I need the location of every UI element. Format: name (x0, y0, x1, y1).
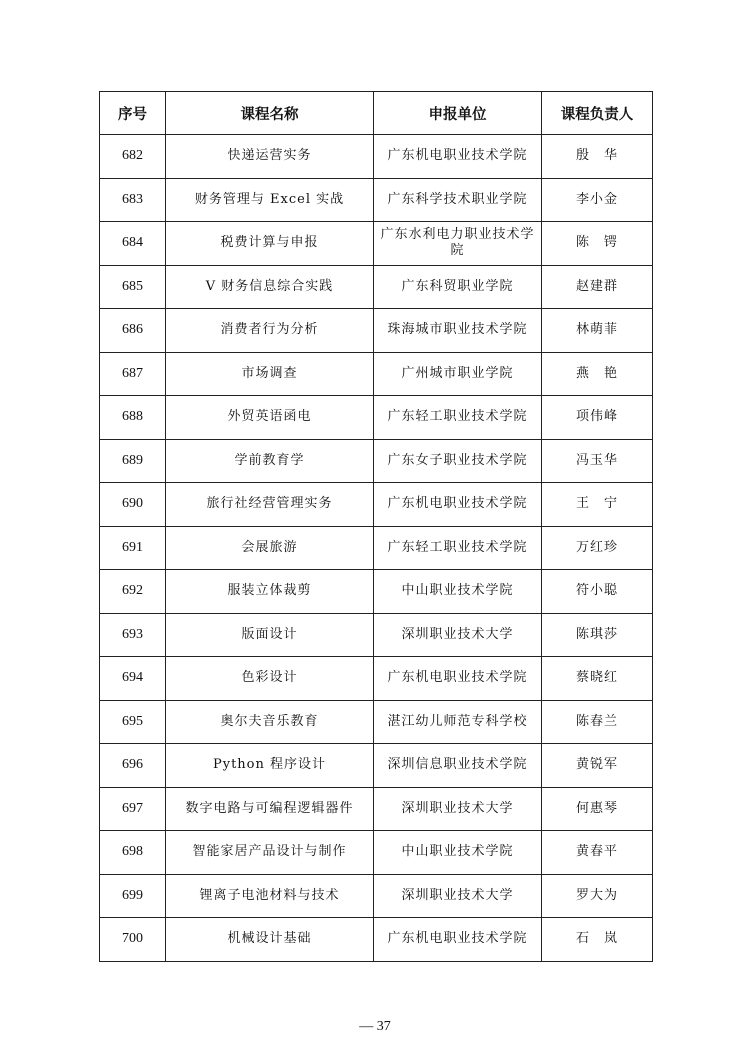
cell-course-leader: 王 宁 (542, 483, 653, 527)
cell-course-name: Python 程序设计 (166, 744, 374, 788)
cell-course-name: V 财务信息综合实践 (166, 265, 374, 309)
cell-course-leader: 黄春平 (542, 831, 653, 875)
cell-serial-number: 694 (100, 657, 166, 701)
cell-serial-number: 700 (100, 918, 166, 962)
cell-course-leader: 何惠琴 (542, 787, 653, 831)
cell-course-leader: 林萌菲 (542, 309, 653, 353)
table-row (100, 309, 653, 353)
table-row (100, 570, 653, 614)
cell-serial-number: 689 (100, 439, 166, 483)
cell-course-name: 色彩设计 (166, 657, 374, 701)
cell-serial-number: 696 (100, 744, 166, 788)
table-row (100, 657, 653, 701)
cell-serial-number: 699 (100, 874, 166, 918)
cell-course-name: 版面设计 (166, 613, 374, 657)
table-header (100, 92, 653, 135)
cell-course-name: 消费者行为分析 (166, 309, 374, 353)
cell-applying-unit: 广东机电职业技术学院 (374, 918, 542, 962)
cell-serial-number: 686 (100, 309, 166, 353)
cell-course-name: 税费计算与申报 (166, 222, 374, 266)
cell-course-name: 奥尔夫音乐教育 (166, 700, 374, 744)
cell-applying-unit: 深圳信息职业技术学院 (374, 744, 542, 788)
table-row (100, 874, 653, 918)
course-table (99, 91, 653, 962)
cell-serial-number: 687 (100, 352, 166, 396)
table-row (100, 831, 653, 875)
cell-serial-number: 692 (100, 570, 166, 614)
table-row (100, 135, 653, 179)
cell-applying-unit: 广东女子职业技术学院 (374, 439, 542, 483)
table-row (100, 700, 653, 744)
cell-course-leader: 陈春兰 (542, 700, 653, 744)
table-row (100, 483, 653, 527)
table-row (100, 787, 653, 831)
cell-course-leader: 殷 华 (542, 135, 653, 179)
cell-serial-number: 688 (100, 396, 166, 440)
cell-course-leader: 符小聪 (542, 570, 653, 614)
header-course-leader: 课程负责人 (542, 92, 653, 135)
cell-serial-number: 682 (100, 135, 166, 179)
cell-course-name: 快递运营实务 (166, 135, 374, 179)
cell-serial-number: 697 (100, 787, 166, 831)
cell-course-name: 学前教育学 (166, 439, 374, 483)
cell-applying-unit: 深圳职业技术大学 (374, 613, 542, 657)
cell-course-name: 智能家居产品设计与制作 (166, 831, 374, 875)
table-row (100, 918, 653, 962)
cell-applying-unit: 广东科贸职业学院 (374, 265, 542, 309)
cell-applying-unit: 广东水利电力职业技术学院 (374, 222, 542, 266)
cell-course-leader: 罗大为 (542, 874, 653, 918)
cell-serial-number: 698 (100, 831, 166, 875)
cell-applying-unit: 深圳职业技术大学 (374, 874, 542, 918)
cell-course-name: 会展旅游 (166, 526, 374, 570)
cell-course-name: 财务管理与 Excel 实战 (166, 178, 374, 222)
cell-applying-unit: 珠海城市职业技术学院 (374, 309, 542, 353)
cell-serial-number: 693 (100, 613, 166, 657)
cell-applying-unit: 广东轻工职业技术学院 (374, 526, 542, 570)
cell-course-leader: 赵建群 (542, 265, 653, 309)
cell-course-name: 市场调查 (166, 352, 374, 396)
cell-course-leader: 陈琪莎 (542, 613, 653, 657)
cell-course-name: 服装立体裁剪 (166, 570, 374, 614)
cell-course-name: 外贸英语函电 (166, 396, 374, 440)
cell-course-leader: 石 岚 (542, 918, 653, 962)
cell-course-name: 机械设计基础 (166, 918, 374, 962)
page-number: — 37 (359, 1019, 391, 1034)
table-row (100, 222, 653, 266)
cell-serial-number: 691 (100, 526, 166, 570)
cell-applying-unit: 广东机电职业技术学院 (374, 135, 542, 179)
cell-serial-number: 683 (100, 178, 166, 222)
cell-course-name: 数字电路与可编程逻辑器件 (166, 787, 374, 831)
header-applying-unit: 申报单位 (374, 92, 542, 135)
cell-applying-unit: 中山职业技术学院 (374, 831, 542, 875)
cell-applying-unit: 中山职业技术学院 (374, 570, 542, 614)
header-serial-number: 序号 (100, 92, 166, 135)
table-row (100, 178, 653, 222)
header-row (100, 92, 653, 135)
cell-course-name: 锂离子电池材料与技术 (166, 874, 374, 918)
cell-course-leader: 燕 艳 (542, 352, 653, 396)
cell-serial-number: 685 (100, 265, 166, 309)
cell-course-leader: 蔡晓红 (542, 657, 653, 701)
table-body (100, 135, 653, 962)
table-row (100, 613, 653, 657)
table-row (100, 265, 653, 309)
header-course-name: 课程名称 (166, 92, 374, 135)
cell-applying-unit: 广东轻工职业技术学院 (374, 396, 542, 440)
table-row (100, 352, 653, 396)
cell-course-leader: 李小金 (542, 178, 653, 222)
cell-course-leader: 万红珍 (542, 526, 653, 570)
cell-applying-unit: 广州城市职业学院 (374, 352, 542, 396)
cell-applying-unit: 广东机电职业技术学院 (374, 657, 542, 701)
table-row (100, 526, 653, 570)
cell-serial-number: 695 (100, 700, 166, 744)
cell-applying-unit: 湛江幼儿师范专科学校 (374, 700, 542, 744)
cell-applying-unit: 广东机电职业技术学院 (374, 483, 542, 527)
cell-serial-number: 690 (100, 483, 166, 527)
cell-applying-unit: 深圳职业技术大学 (374, 787, 542, 831)
table-row (100, 744, 653, 788)
cell-applying-unit: 广东科学技术职业学院 (374, 178, 542, 222)
cell-course-leader: 黄锐军 (542, 744, 653, 788)
cell-course-name: 旅行社经营管理实务 (166, 483, 374, 527)
table-row (100, 396, 653, 440)
cell-serial-number: 684 (100, 222, 166, 266)
cell-course-leader: 冯玉华 (542, 439, 653, 483)
cell-course-leader: 项伟峰 (542, 396, 653, 440)
cell-course-leader: 陈 锷 (542, 222, 653, 266)
table-row (100, 439, 653, 483)
